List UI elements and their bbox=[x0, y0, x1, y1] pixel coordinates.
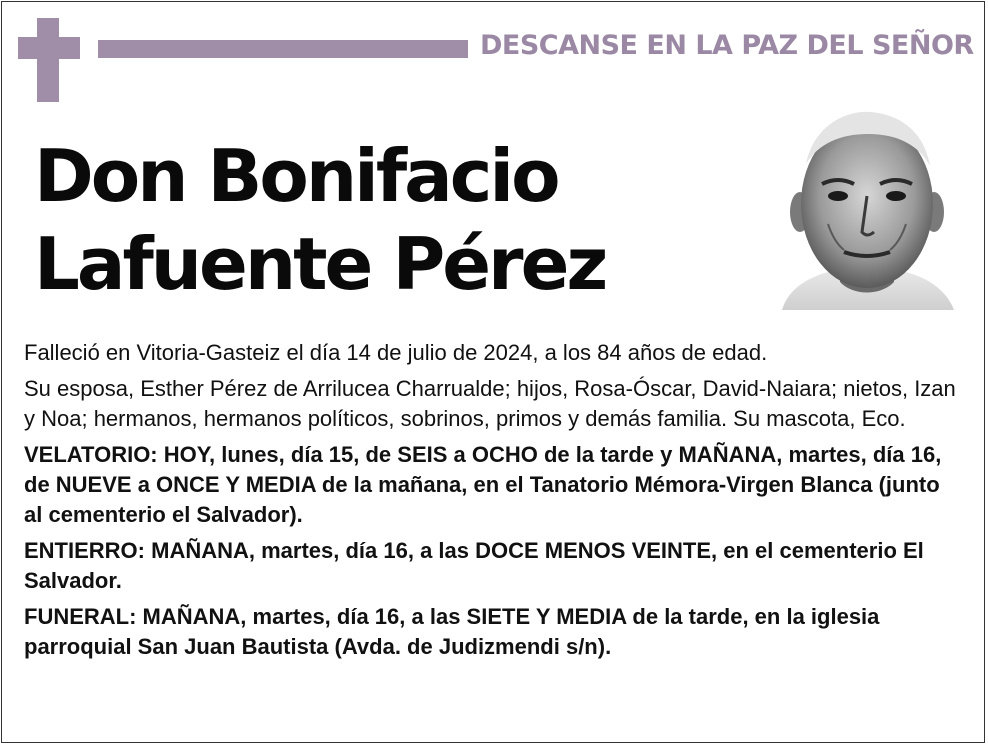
header-motto: DESCANSE EN LA PAZ DEL SEÑOR bbox=[480, 30, 974, 61]
header-rule bbox=[98, 40, 468, 58]
wake-info: VELATORIO: HOY, lunes, día 15, de SEIS a OCHO de la tarde y MAÑANA, martes, día 16, de NUEVE a ONCE Y MEDIA de la mañana, en el Tanatorio Mémora-Virgen Blanca (junto al cementerio el Salvador). bbox=[24, 442, 942, 527]
family-list: Su esposa, Esther Pérez de Arrilucea Charrualde; hijos, Rosa-Óscar, David-Naiara; nietos, Izan y Noa; hermanos, hermanos políticos, sobrinos, primos y demás familia. Su mascota, Eco. bbox=[24, 376, 956, 431]
burial-info: ENTIERRO: MAÑANA, martes, día 16, a las DOCE MENOS VEINTE, en el cementerio El Salvador. bbox=[24, 538, 924, 593]
name-line-1: Don Bonifacio bbox=[34, 134, 558, 218]
name-line-2: Lafuente Pérez bbox=[34, 222, 606, 306]
portrait-photo bbox=[778, 104, 956, 310]
obituary-body bbox=[24, 338, 964, 668]
death-notice: Falleció en Vitoria-Gasteiz el día 14 de julio de 2024, a los 84 años de edad. bbox=[24, 340, 768, 365]
cross-vertical-bar bbox=[37, 18, 59, 102]
deceased-name bbox=[34, 132, 605, 308]
cross-horizontal-bar bbox=[18, 37, 80, 59]
funeral-info: FUNERAL: MAÑANA, martes, día 16, a las SIETE Y MEDIA de la tarde, en la iglesia parroquial San Juan Bautista (Avda. de Judizmendi s/n). bbox=[24, 604, 880, 659]
